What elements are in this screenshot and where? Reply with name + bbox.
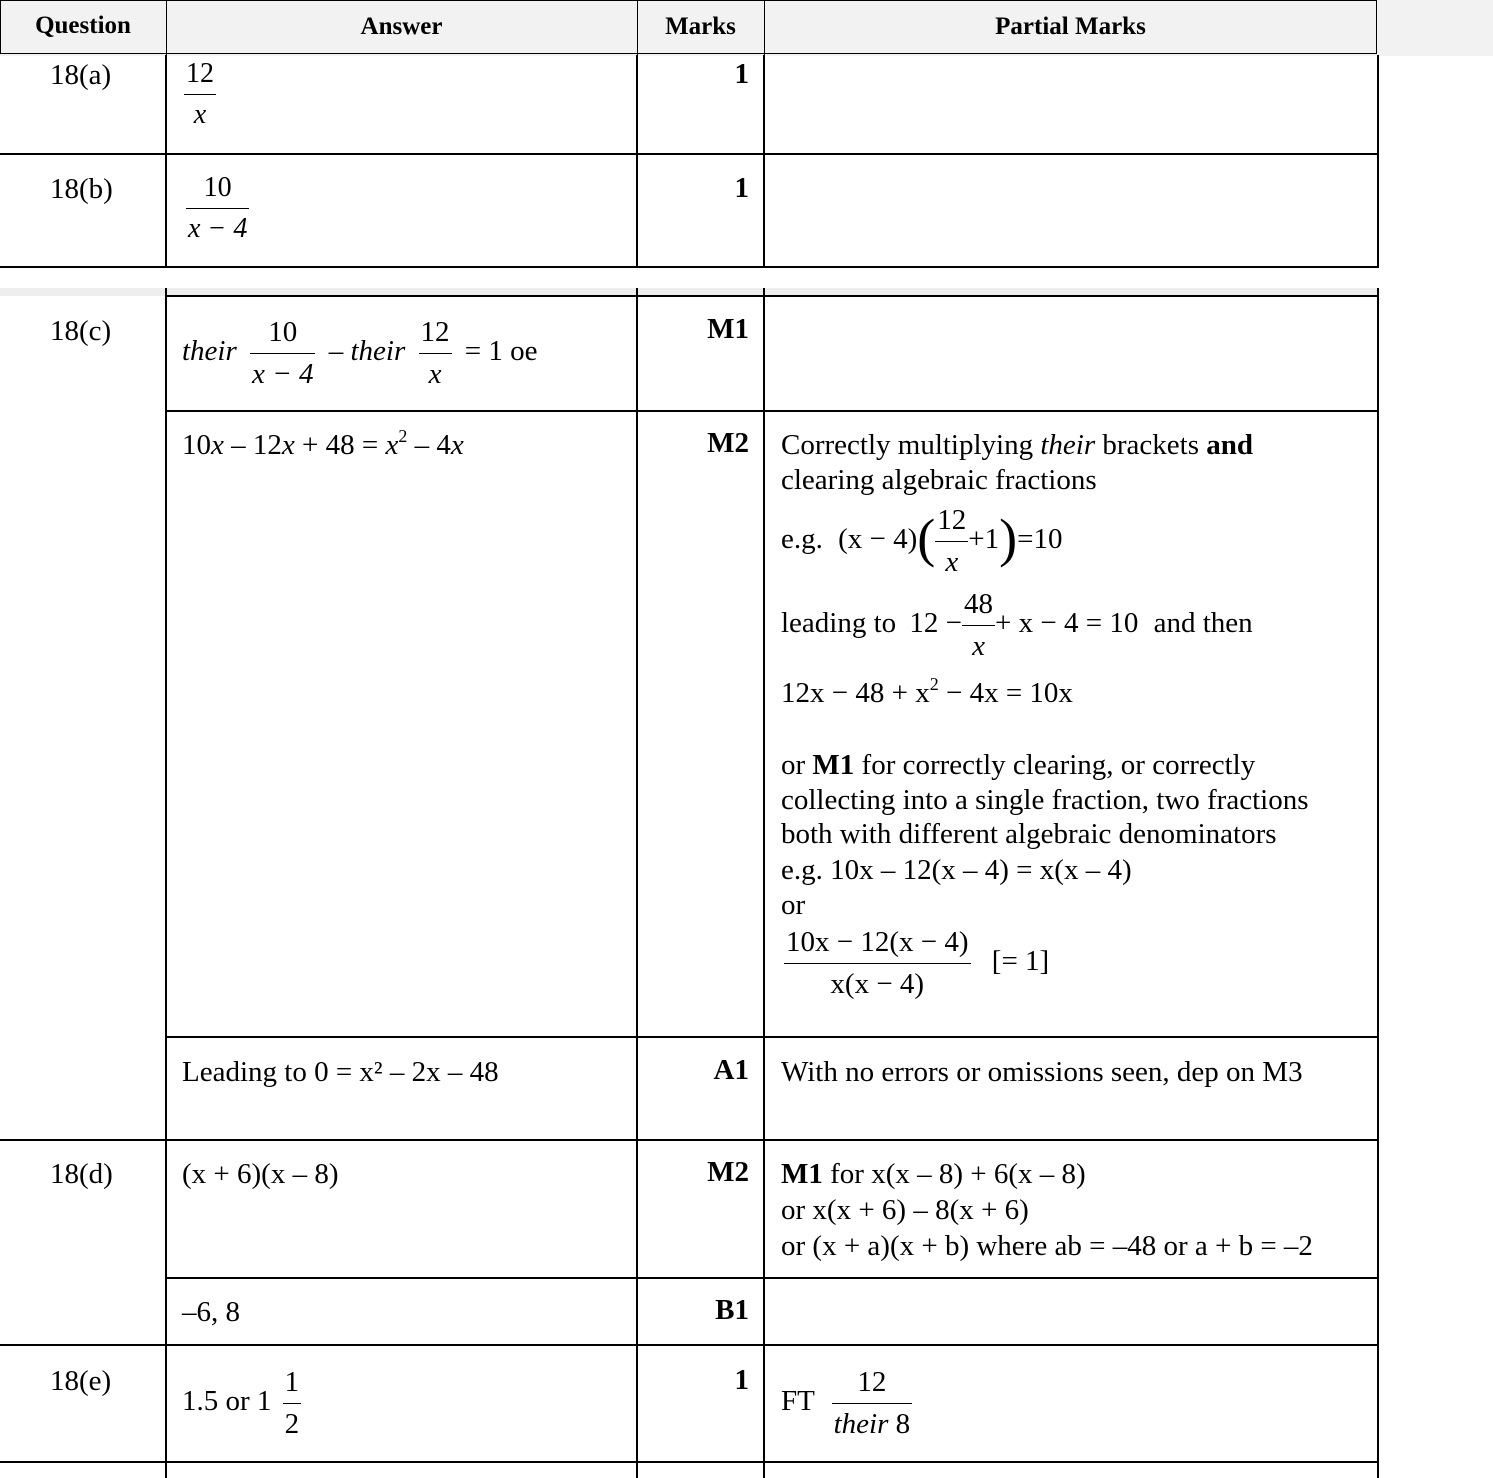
fraction-numerator: 1 [283, 1368, 302, 1404]
expression: (x − 4) [838, 523, 918, 556]
text: 8 [888, 1408, 911, 1440]
col-line [1377, 288, 1379, 1478]
fraction-numerator: 12 [184, 60, 216, 95]
term: 10 [182, 429, 211, 461]
term: – 4 [407, 429, 451, 461]
partial-fraction [784, 928, 1049, 999]
answer-text: –6, 8 [182, 1296, 240, 1328]
partial-ft [781, 1368, 912, 1439]
partial-text: With no errors or omissions seen, dep on M3 [781, 1056, 1303, 1088]
bracket: ) [999, 508, 1018, 569]
partial-expression [781, 676, 1073, 711]
text: brackets [1095, 429, 1207, 461]
partial-text: both with different algebraic denominators [781, 818, 1277, 850]
partial-text: e.g. 10x – 12(x – 4) = x(x – 4) [781, 854, 1132, 886]
answer-mixed-number [182, 1368, 301, 1439]
expression: +1 [968, 523, 1000, 556]
fraction-denominator [832, 1404, 913, 1439]
question-label: 18(b) [50, 173, 113, 205]
fraction-numerator: 10 [186, 174, 249, 209]
text: leading to [781, 607, 897, 640]
expression: 12 − [909, 607, 963, 640]
mark-value: 1 [734, 58, 749, 90]
expression: =10 [1017, 523, 1063, 556]
header-divider [166, 0, 167, 55]
row-divider [165, 1036, 1379, 1038]
partial-text: or x(x + 6) – 8(x + 6) [781, 1194, 1029, 1226]
and-word: and [1206, 429, 1254, 461]
var: x [450, 429, 464, 461]
header-divider [764, 0, 765, 55]
col-line [165, 288, 167, 1478]
fraction-numerator: 10 [250, 318, 315, 354]
minus-sign: – [328, 335, 344, 368]
their-word: their [833, 1408, 889, 1440]
answer-fraction [186, 174, 249, 243]
partial-text [781, 1157, 1086, 1192]
question-label: 18(e) [50, 1365, 112, 1397]
var: x [281, 429, 295, 461]
text: or [781, 749, 813, 781]
row-divider [165, 410, 1379, 412]
fraction-numerator: 48 [962, 590, 995, 626]
answer-equation [182, 318, 538, 389]
expression: 12x − 48 + x [781, 677, 930, 709]
mark-value: A1 [713, 1054, 749, 1086]
term: + 48 = [294, 429, 386, 461]
expression: − 4x = 10x [938, 677, 1073, 709]
answer-equation [182, 428, 464, 463]
header-divider [637, 0, 638, 55]
eg-label: e.g. [781, 523, 823, 556]
text: for correctly clearing, or correctly [854, 749, 1256, 781]
var: x [211, 429, 224, 461]
answer-text: Leading to 0 = x² – 2x – 48 [182, 1056, 499, 1088]
mark-value: M2 [707, 1156, 749, 1188]
their-word: their [350, 335, 406, 368]
fraction-numerator: 12 [832, 1368, 913, 1404]
their-word: their [1040, 429, 1096, 461]
var: x [385, 429, 399, 461]
expression: + x − 4 = 10 [995, 607, 1139, 640]
header-question: Question [35, 12, 131, 39]
row-divider [0, 266, 1379, 268]
mark-value: 1 [734, 172, 749, 204]
question-label: 18(d) [50, 1158, 113, 1190]
partial-text [781, 428, 1253, 463]
fraction-denominator: x [428, 358, 442, 390]
fraction-denominator: x [193, 99, 207, 130]
row-divider [165, 1277, 1379, 1279]
header-partial: Partial Marks [995, 13, 1146, 40]
col-line [763, 288, 765, 1478]
fraction-numerator: 12 [935, 506, 968, 542]
header-marks: Marks [665, 13, 736, 40]
header-answer: Answer [360, 13, 443, 40]
exponent: 2 [929, 674, 939, 694]
ft-label: FT [781, 1385, 815, 1418]
fraction-denominator: x(x − 4) [830, 968, 925, 1000]
expression: [= 1] [991, 945, 1050, 978]
mark-code: M1 [812, 749, 855, 781]
exponent: 2 [398, 426, 408, 446]
text: for x(x – 8) + 6(x – 8) [822, 1158, 1086, 1190]
partial-text: collecting into a single fraction, two fractions [781, 784, 1309, 816]
question-label: 18(c) [50, 315, 112, 347]
fraction-denominator: x [972, 630, 985, 662]
fraction-denominator: x − 4 [188, 213, 248, 244]
row-divider [0, 1461, 1379, 1463]
question-label: 18(a) [50, 59, 112, 91]
partial-text [781, 748, 1255, 783]
partial-text: or [781, 889, 806, 921]
text: Correctly multiplying [781, 429, 1041, 461]
their-word: their [182, 335, 237, 368]
bracket: ( [917, 508, 936, 569]
fraction-denominator: x − 4 [252, 358, 314, 390]
fraction-numerator: 12 [419, 318, 452, 354]
col-line [165, 55, 167, 268]
col-line [763, 55, 765, 268]
mark-value: 1 [734, 1364, 749, 1396]
row-divider [0, 1139, 1379, 1141]
answer-text: (x + 6)(x – 8) [182, 1158, 339, 1190]
fraction-denominator: 2 [284, 1408, 300, 1440]
partial-text: or (x + a)(x + b) where ab = –48 or a + b = –2 [781, 1230, 1313, 1262]
mark-value: M2 [707, 427, 749, 459]
row-divider [0, 153, 1379, 155]
partial-leading [781, 590, 1253, 661]
mark-code: M1 [781, 1158, 823, 1190]
text: 1.5 or 1 [182, 1385, 272, 1418]
col-line [1377, 55, 1379, 268]
term: – 12 [223, 429, 282, 461]
equation-rest: = 1 oe [464, 335, 538, 368]
text: and then [1153, 607, 1253, 640]
partial-text: clearing algebraic fractions [781, 464, 1097, 496]
fraction-numerator: 10x − 12(x − 4) [784, 928, 971, 964]
row-divider [0, 1344, 1379, 1346]
partial-example [781, 506, 1062, 577]
answer-fraction [184, 60, 216, 129]
row-divider [165, 295, 1379, 297]
mark-value: M1 [707, 313, 749, 345]
mark-value: B1 [715, 1294, 749, 1326]
fraction-denominator: x [945, 546, 959, 578]
